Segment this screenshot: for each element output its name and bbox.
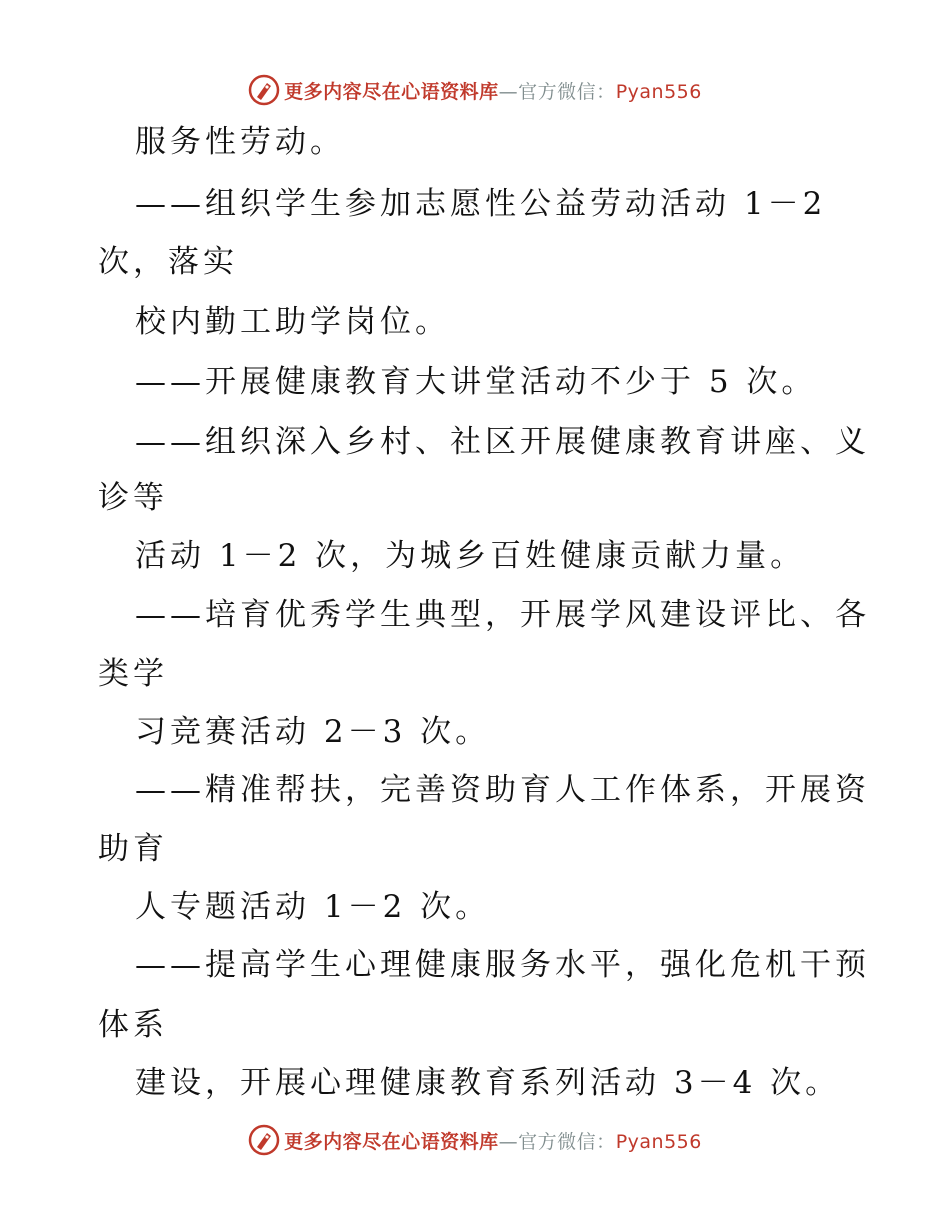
banner-text [284, 1127, 702, 1154]
body-line: ——组织深入乡村、社区开展健康教育讲座、义 [135, 424, 870, 460]
body-line: ——开展健康教育大讲堂活动不少于 5 次。 [135, 364, 817, 400]
banner-dash: — [498, 1130, 519, 1153]
body-line: 体系 [98, 1007, 168, 1043]
banner-wechat-id: Pyan556 [615, 1130, 702, 1153]
banner-wechat-label: 官方微信： [518, 80, 616, 103]
body-line: 类学 [98, 656, 168, 692]
header-banner [0, 70, 950, 110]
body-line: 次，落实 [98, 244, 238, 280]
body-line: ——培育优秀学生典型，开展学风建设评比、各 [135, 597, 870, 633]
banner-text [284, 77, 702, 104]
banner-wechat-label: 官方微信： [518, 1130, 616, 1153]
banner-dash: — [498, 80, 519, 103]
body-line: 建设，开展心理健康教育系列活动 3－4 次。 [135, 1065, 841, 1101]
body-line: 诊等 [98, 480, 168, 516]
body-line: 服务性劳动。 [135, 124, 345, 160]
banner-main-text: 更多内容尽在心语资料库 [284, 1130, 499, 1153]
body-line: ——精准帮扶，完善资助育人工作体系，开展资 [135, 772, 870, 808]
body-line: 人专题活动 1－2 次。 [135, 889, 491, 925]
banner-main-text: 更多内容尽在心语资料库 [284, 80, 499, 103]
body-line: ——提高学生心理健康服务水平，强化危机干预 [135, 947, 870, 983]
footer-banner [0, 1120, 950, 1160]
body-line: 习竞赛活动 2－3 次。 [135, 714, 491, 750]
body-line: 助育 [98, 831, 168, 867]
pen-nib-logo-icon [248, 1124, 280, 1156]
body-line: 活动 1－2 次，为城乡百姓健康贡献力量。 [135, 538, 806, 574]
banner-wechat-id: Pyan556 [615, 80, 702, 103]
body-line: 校内勤工助学岗位。 [135, 304, 450, 340]
body-line: ——组织学生参加志愿性公益劳动活动 1－2 [135, 186, 827, 222]
pen-nib-logo-icon [248, 74, 280, 106]
